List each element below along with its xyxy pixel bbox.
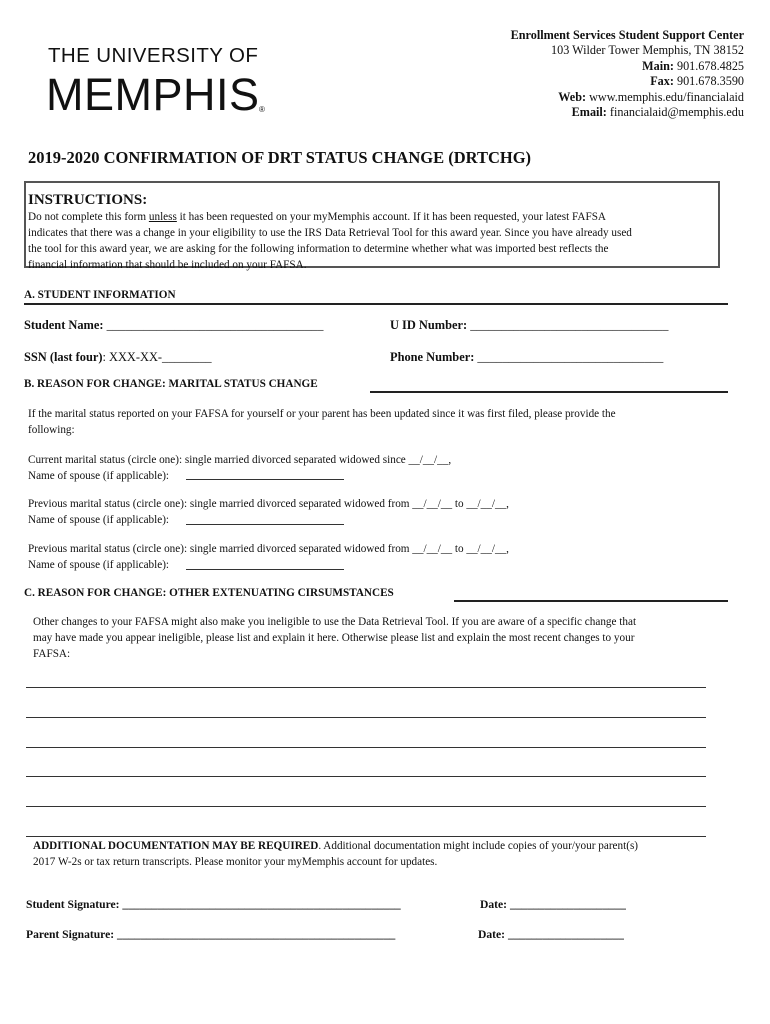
additional-rest: . Additional documentation might include copies of your/your parent(s) bbox=[318, 840, 639, 852]
uid-field[interactable] bbox=[390, 318, 668, 333]
instructions-heading: INSTRUCTIONS: bbox=[28, 192, 148, 208]
parent-signature-label: Parent Signature: bbox=[26, 928, 115, 941]
explanation-line[interactable] bbox=[26, 747, 706, 748]
student-name-field[interactable] bbox=[24, 318, 323, 333]
student-date-blank[interactable]: ____________________ bbox=[507, 898, 626, 911]
email-link[interactable]: financialaid@memphis.edu bbox=[609, 105, 744, 120]
additional-documentation bbox=[33, 838, 638, 870]
current-spouse-line[interactable] bbox=[186, 479, 344, 480]
previous-spouse-label-2: Name of spouse (if applicable): bbox=[28, 559, 170, 571]
logo-line-top: THE UNIVERSITY OF bbox=[48, 44, 259, 67]
web-label: Web: bbox=[558, 89, 587, 104]
main-phone-value: 901.678.4825 bbox=[676, 58, 744, 73]
section-c-rule bbox=[454, 600, 728, 602]
instructions-line1: it has been requested on your myMemphis account. If it has been requested, your latest FAFSA bbox=[176, 211, 607, 223]
section-b-intro-line1: If the marital status reported on your FAFSA for yourself or your parent has been updated since it was first filed, please provide the bbox=[28, 408, 616, 420]
additional-bold: ADDITIONAL DOCUMENTATION MAY BE REQUIRED bbox=[33, 840, 319, 852]
student-date-field[interactable] bbox=[480, 898, 626, 911]
explanation-line[interactable] bbox=[26, 687, 706, 688]
ssn-field[interactable] bbox=[24, 350, 212, 365]
instructions-text bbox=[28, 209, 716, 273]
student-date-label: Date: bbox=[480, 898, 508, 911]
section-b-heading: B. REASON FOR CHANGE: MARITAL STATUS CHANGE bbox=[24, 378, 318, 390]
phone-field[interactable] bbox=[390, 350, 663, 365]
phone-blank[interactable]: ______________________________ bbox=[474, 350, 664, 364]
parent-signature-blank[interactable]: ________________________________________________ bbox=[114, 928, 396, 941]
student-name-label: Student Name: bbox=[24, 318, 104, 332]
fax-value: 901.678.3590 bbox=[676, 74, 744, 89]
ssn-value[interactable]: : XXX-XX-________ bbox=[102, 350, 212, 364]
uid-blank[interactable]: ________________________________ bbox=[467, 318, 669, 332]
student-name-blank[interactable]: ___________________________________ bbox=[103, 318, 324, 332]
phone-label: Phone Number: bbox=[390, 350, 475, 364]
section-c-heading: C. REASON FOR CHANGE: OTHER EXTENUATING CIRSUMSTANCES bbox=[24, 587, 394, 599]
section-a-rule bbox=[24, 303, 728, 305]
section-c-line1: Other changes to your FAFSA might also make you ineligible to use the Data Retrieval Tool. If you are aware of a specific change that bbox=[33, 616, 637, 628]
previous-spouse-label-1: Name of spouse (if applicable): bbox=[28, 514, 170, 526]
parent-signature-field[interactable] bbox=[26, 928, 395, 941]
explanation-line[interactable] bbox=[26, 776, 706, 777]
current-status-line[interactable]: Current marital status (circle one): single married divorced separated widowed since __/__/__, bbox=[28, 454, 452, 466]
parent-date-field[interactable] bbox=[478, 928, 624, 941]
section-b-intro bbox=[28, 406, 616, 438]
student-signature-label: Student Signature: bbox=[26, 898, 120, 911]
previous-status-line-1[interactable]: Previous marital status (circle one): single married divorced separated widowed from __/__/__ to __/__/__, bbox=[28, 498, 509, 510]
previous-status-line-2[interactable]: Previous marital status (circle one): single married divorced separated widowed from __/__/__ to __/__/__, bbox=[28, 543, 509, 555]
parent-date-blank[interactable]: ____________________ bbox=[505, 928, 624, 941]
section-b-intro-line2: following: bbox=[28, 424, 75, 436]
section-c-line2: may have made you appear ineligible, please list and explain it here. Otherwise please list and explain the most recent changes to your bbox=[33, 632, 635, 644]
instructions-line2: indicates that there was a change in your eligibility to use the IRS Data Retrieval Tool for this award year. Since you have already used bbox=[28, 227, 632, 239]
ssn-label: SSN (last four) bbox=[24, 350, 103, 364]
previous-spouse-line-1[interactable] bbox=[186, 524, 344, 525]
instructions-unless: unless bbox=[148, 211, 177, 223]
section-a-heading: A. STUDENT INFORMATION bbox=[24, 289, 176, 301]
explanation-line[interactable] bbox=[26, 717, 706, 718]
additional-line2: 2017 W-2s or tax return transcripts. Please monitor your myMemphis account for updates. bbox=[33, 856, 438, 868]
student-signature-field[interactable] bbox=[26, 898, 401, 911]
document-title: 2019-2020 CONFIRMATION OF DRT STATUS CHANGE (DRTCHG) bbox=[28, 148, 532, 167]
web-link[interactable]: www.memphis.edu/financialaid bbox=[589, 89, 744, 104]
section-c-line3: FAFSA: bbox=[33, 648, 71, 660]
current-spouse-label: Name of spouse (if applicable): bbox=[28, 470, 170, 482]
office-name: Enrollment Services Student Support Center bbox=[510, 28, 744, 42]
instructions-line3: the tool for this award year, we are asking for the following information to determine whether what was imported best reflects the bbox=[28, 243, 609, 255]
section-b-rule bbox=[370, 391, 728, 393]
main-phone-label: Main: bbox=[642, 58, 674, 73]
parent-date-label: Date: bbox=[478, 928, 506, 941]
fax-label: Fax: bbox=[650, 74, 674, 89]
email-label: Email: bbox=[571, 105, 607, 120]
logo-registered-mark: ® bbox=[259, 105, 265, 114]
explanation-line[interactable] bbox=[26, 806, 706, 807]
logo-main: MEMPHIS bbox=[46, 69, 260, 120]
uid-label: U ID Number: bbox=[390, 318, 468, 332]
instructions-pre: Do not complete this form bbox=[28, 211, 149, 223]
previous-spouse-line-2[interactable] bbox=[186, 569, 344, 570]
explanation-line[interactable] bbox=[26, 836, 706, 837]
instructions-line4: financial information that should be included on your FAFSA. bbox=[28, 259, 307, 271]
office-address: 103 Wilder Tower Memphis, TN 38152 bbox=[551, 43, 744, 58]
student-signature-blank[interactable]: ________________________________________________ bbox=[119, 898, 401, 911]
contact-block bbox=[511, 28, 744, 120]
section-c-text bbox=[33, 614, 636, 662]
